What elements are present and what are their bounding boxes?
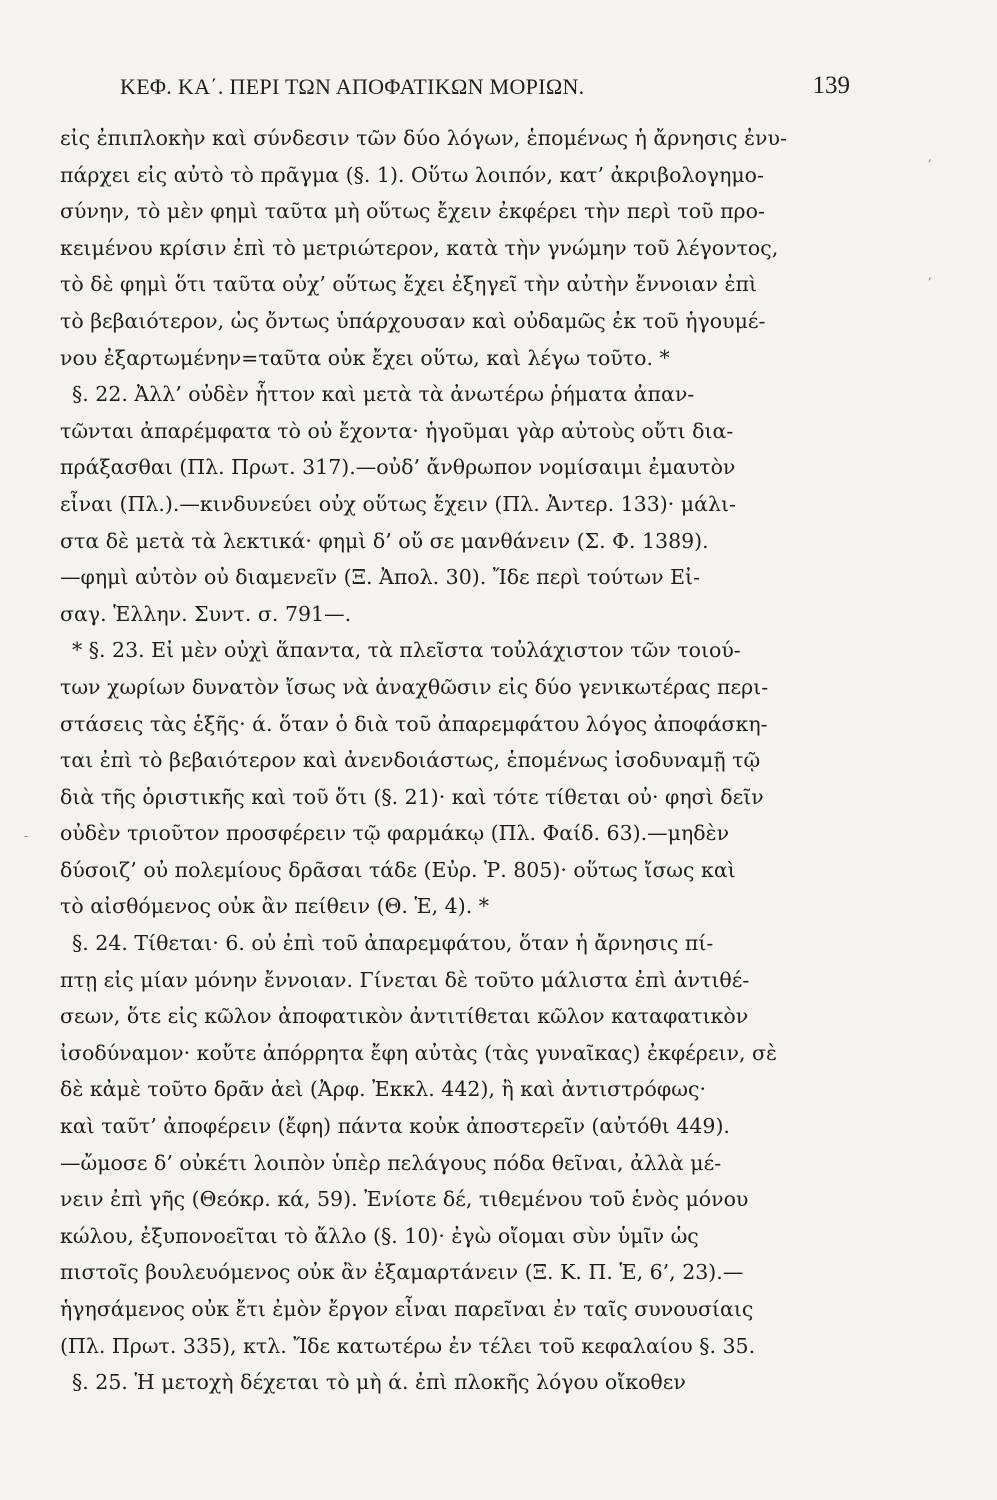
- text-line: τὸ βεβαιότερον, ὡς ὄντως ὑπάρχουσαν καὶ οὐδαμῶς ἐκ τοῦ ἡγουμέ-: [60, 308, 766, 333]
- margin-mark-left: -: [24, 829, 29, 843]
- text-line: των χωρίων δυνατὸν ἴσως νὰ ἀναχθῶσιν εἰς δύο γενικωτέρας περι-: [60, 674, 769, 699]
- page-header: [120, 74, 850, 108]
- text-line: ἡγησάμενος οὐκ ἔτι ἐμὸν ἔργον εἶναι παρεῖναι ἐν ταῖς συνουσίαις: [60, 1297, 754, 1321]
- text-line: πτῃ εἰς μίαν μόνην ἔννοιαν. Γίνεται δὲ τοῦτο μάλιστα ἐπὶ ἀντιθέ-: [60, 967, 750, 992]
- text-line: —ὤμοσε δ’ οὐκέτι λοιπὸν ὑπὲρ πελάγους πόδα θεῖναι, ἀλλὰ μέ-: [60, 1150, 722, 1175]
- paragraph-start-line: * §. 23. Εἰ μὲν οὐχὶ ἅπαντα, τὰ πλεῖστα τοὐλάχιστον τῶν τοιού-: [72, 638, 741, 663]
- text-line: διὰ τῆς ὁριστικῆς καὶ τοῦ ὅτι (§. 21)· καὶ τότε τίθεται οὐ· φησὶ δεῖν: [60, 784, 764, 809]
- text-line: εἰς ἐπιπλοκὴν καὶ σύνδεσιν τῶν δύο λόγων, ἑπομένως ἡ ἄρνησις ἐνυ-: [60, 126, 787, 150]
- text-line: πιστοῖς βουλευόμενος οὐκ ἂν ἐξαμαρτάνειν (Ξ. Κ. Π. Ἑ, 6’, 23).—: [60, 1260, 744, 1285]
- text-line: σεων, ὅτε εἰς κῶλον ἀποφατικὸν ἀντιτίθεται κῶλον καταφατικὸν: [60, 1004, 749, 1029]
- text-line: καὶ ταῦτ’ ἀποφέρειν (ἔφη) πάντα κοὐκ ἀποστερεῖν (αὐτόθι 449).: [60, 1114, 730, 1139]
- text-line: εἶναι (Πλ.).—κινδυνεύει οὐχ οὕτως ἔχειν (Πλ. Ἀντερ. 133)· μάλι-: [60, 491, 736, 516]
- text-line: δύσοιζ’ οὐ πολεμίους δρᾶσαι τάδε (Εὐρ. Ῥ. 805)· οὕτως ἴσως καὶ: [60, 857, 736, 882]
- text-line: οὐδὲν τριοῦτον προσφέρειν τῷ φαρμάκῳ (Πλ. Φαίδ. 63).—μηδὲν: [60, 821, 730, 846]
- text-line: πράξασθαι (Πλ. Πρωτ. 317).—οὐδ’ ἄνθρωπον νομίσαιμι ἐμαυτὸν: [60, 455, 736, 480]
- text-line: σύνην, τὸ μὲν φημὶ ταῦτα μὴ οὕτως ἔχειν ἐκφέρει τὴν περὶ τοῦ προ-: [60, 199, 765, 224]
- text-line: νου ἐξαρτωμένην=ταῦτα οὐκ ἔχει οὕτω, καὶ λέγω τοῦτο. *: [60, 345, 670, 370]
- paragraph-start-line: §. 25. Ἡ μετοχὴ δέχεται τὸ μὴ ά. ἐπὶ πλοκῆς λόγου οἴκοθεν: [72, 1370, 686, 1395]
- margin-mark-top: ,: [928, 150, 932, 164]
- text-line: τὸ αἰσθόμενος οὐκ ἂν πείθειν (Θ. Ἑ, 4). *: [60, 894, 490, 919]
- text-line: νειν ἐπὶ γῆς (Θεόκρ. κά, 59). Ἐνίοτε δέ, τιθεμένου τοῦ ἑνὸς μόνου: [60, 1187, 749, 1212]
- text-line: ἰσοδύναμον· κοὔτε ἀπόρρητα ἔφη αὐτὰς (τὰς γυναῖκας) ἐκφέρειν, σὲ: [60, 1040, 777, 1065]
- text-line: ται ἐπὶ τὸ βεβαιότερον καὶ ἀνενδοιάστως, ἑπομένως ἰσοδυναμῇ τῷ: [60, 748, 761, 773]
- text-line: —φημὶ αὐτὸν οὐ διαμενεῖν (Ξ. Ἀπολ. 30). Ἴδε περὶ τούτων Εἰ-: [60, 565, 700, 590]
- text-line: κειμένου κρίσιν ἐπὶ τὸ μετριώτερον, κατὰ τὴν γνώμην τοῦ λέγοντος,: [60, 235, 779, 260]
- paragraph-start-line: §. 22. Ἀλλ’ οὐδὲν ἧττον καὶ μετὰ τὰ ἀνωτέρω ῥήματα ἀπαν-: [72, 382, 695, 407]
- text-line: δὲ κἀμὲ τοῦτο δρᾶν ἀεὶ (Ἀρφ. Ἐκκλ. 442), ἢ καὶ ἀντιστρόφως·: [60, 1077, 706, 1102]
- text-line: στάσεις τὰς ἑξῆς· ά. ὅταν ὁ διὰ τοῦ ἀπαρεμφάτου λόγος ἀποφάσκη-: [60, 711, 768, 736]
- paragraph-start-line: §. 24. Τίθεται· 6. οὐ ἐπὶ τοῦ ἀπαρεμφάτου, ὅταν ἡ ἄρνησις πί-: [72, 931, 714, 956]
- text-line: σαγ. Ἑλλην. Συντ. σ. 791—.: [60, 601, 352, 626]
- margin-mark-mid: ,: [928, 268, 932, 282]
- running-title: ΚΕΦ. ΚΑ΄. ΠΕΡΙ ΤΩΝ ΑΠΟΦΑΤΙΚΩΝ ΜΟΡΙΩΝ.: [120, 74, 585, 99]
- text-line: τῶνται ἀπαρέμφατα τὸ οὐ ἔχοντα· ἡγοῦμαι γὰρ αὐτοὺς οὔτι δια-: [60, 418, 734, 443]
- text-line: στα δὲ μετὰ τὰ λεκτικά· φημὶ δ’ οὔ σε μανθάνειν (Σ. Φ. 1389).: [60, 528, 709, 553]
- text-line: (Πλ. Πρωτ. 335), κτλ. Ἴδε κατωτέρω ἐν τέλει τοῦ κεφαλαίου §. 35.: [60, 1333, 756, 1358]
- page-number: 139: [812, 72, 850, 99]
- text-line: πάρχει εἰς αὐτὸ τὸ πρᾶγμα (§. 1). Οὕτω λοιπόν, κατ’ ἀκριβολογημο-: [60, 162, 764, 187]
- body-text: [60, 120, 854, 1490]
- text-line: τὸ δὲ φημὶ ὅτι ταῦτα οὐχ’ οὕτως ἔχει ἐξηγεῖ τὴν αὐτὴν ἔννοιαν ἐπὶ: [60, 272, 758, 297]
- text-line: κώλου, ἐξυπονοεῖται τὸ ἄλλο (§. 10)· ἐγὼ οἴομαι σὺν ὑμῖν ὡς: [60, 1223, 699, 1248]
